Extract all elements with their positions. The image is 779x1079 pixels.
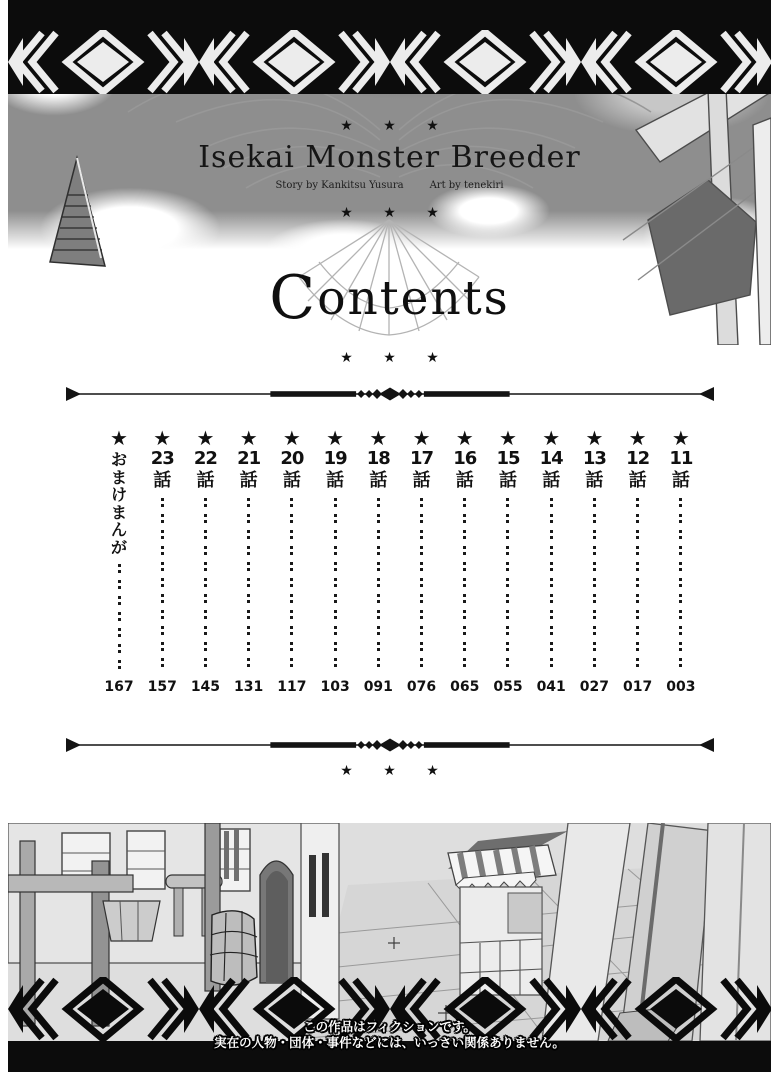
- fiction-disclaimer: [0, 1019, 779, 1050]
- chapter-number: 15: [496, 448, 520, 469]
- chapter-suffix: 話: [498, 469, 517, 491]
- chapter-suffix: 話: [585, 469, 604, 491]
- chapter-number: 19: [323, 448, 347, 469]
- chapter-suffix: 話: [282, 469, 301, 491]
- page-number: 017: [623, 679, 653, 695]
- dotted-leader: [247, 498, 250, 673]
- chapter-suffix: 話: [542, 469, 561, 491]
- page-number: 131: [234, 679, 264, 695]
- header-stars-bottom: ★ ★ ★: [340, 205, 439, 221]
- toc-entry-ch18: [359, 427, 397, 695]
- dotted-leader: [377, 498, 380, 673]
- star-icon: ★: [239, 426, 258, 450]
- chapter-suffix: 話: [153, 469, 172, 491]
- chapter-number: 14: [539, 448, 563, 469]
- star-icon: ★: [585, 426, 604, 450]
- chapter-number: 22: [193, 448, 217, 469]
- chapter-suffix: 話: [326, 469, 345, 491]
- chapter-number: 11: [669, 448, 693, 469]
- chapter-suffix: 話: [628, 469, 647, 491]
- chapter-number: 13: [582, 448, 606, 469]
- toc-entry-ch14: [532, 427, 570, 695]
- page-number: 167: [104, 679, 134, 695]
- table-of-contents: [100, 427, 700, 695]
- page-number: 003: [666, 679, 696, 695]
- toc-entry-ch13: [575, 427, 613, 695]
- dotted-leader: [161, 498, 164, 673]
- page-number: 055: [493, 679, 523, 695]
- page-number: 145: [190, 679, 221, 695]
- page-number: 157: [147, 679, 177, 695]
- contents-heading-rest: ontents: [317, 271, 510, 326]
- star-icon: ★: [542, 426, 561, 450]
- page-number: 091: [363, 679, 393, 695]
- dotted-leader: [290, 498, 293, 673]
- dotted-leader: [679, 498, 682, 673]
- star-icon: ★: [282, 426, 301, 450]
- chapter-number: 16: [453, 448, 477, 469]
- star-icon: ★: [153, 426, 172, 450]
- dotted-leader: [204, 498, 207, 673]
- star-icon: ★: [628, 426, 647, 450]
- dotted-leader: [463, 498, 466, 673]
- toc-entry-ch16: [446, 427, 484, 695]
- dotted-leader: [506, 498, 509, 673]
- star-icon: ★: [326, 426, 345, 450]
- toc-entry-ch12: [619, 427, 657, 695]
- series-title: Isekai Monster Breeder: [198, 140, 581, 175]
- chapter-number: 12: [626, 448, 650, 469]
- dotted-leader: [420, 498, 423, 673]
- entry-label: おまけまんが: [110, 450, 127, 557]
- art-credit: Art by tenekiri: [429, 180, 504, 191]
- dotted-leader: [334, 498, 337, 673]
- dotted-leader: [636, 498, 639, 673]
- star-icon: ★: [412, 426, 431, 450]
- ornamental-divider-top: [66, 386, 714, 402]
- ornamental-divider-bottom: [66, 737, 714, 753]
- contents-stars: ★ ★ ★: [340, 350, 439, 366]
- toc-entry-ch20: [273, 427, 311, 695]
- dotted-leader: [550, 498, 553, 673]
- disclaimer-line-1: この作品はフィクションです。: [303, 1019, 476, 1034]
- toc-entry-ch19: [316, 427, 354, 695]
- footer-stars: ★ ★ ★: [340, 763, 439, 779]
- toc-entry-ch17: [403, 427, 441, 695]
- disclaimer-line-2: 実在の人物・団体・事件などには、いっさい関係ありません。: [214, 1034, 565, 1050]
- toc-entry-omake: [100, 427, 138, 695]
- story-credit: Story by Kankitsu Yusura: [275, 180, 404, 191]
- chapter-suffix: 話: [239, 469, 258, 491]
- chapter-number: 23: [150, 448, 174, 469]
- top-black-bar: [8, 0, 771, 30]
- chapter-number: 21: [237, 448, 261, 469]
- toc-entry-ch22: [186, 427, 224, 695]
- chapter-number: 18: [366, 448, 390, 469]
- star-icon: ★: [455, 426, 474, 450]
- dotted-leader: [118, 564, 121, 673]
- page-number: 065: [450, 679, 480, 695]
- page-number: 076: [406, 679, 437, 695]
- star-icon: ★: [110, 426, 128, 450]
- star-icon: ★: [671, 426, 690, 450]
- dotted-leader: [593, 498, 596, 673]
- chapter-suffix: 話: [369, 469, 388, 491]
- star-icon: ★: [369, 426, 388, 450]
- toc-entry-ch11: [662, 427, 700, 695]
- chapter-suffix: 話: [455, 469, 474, 491]
- credit-line: [0, 180, 779, 191]
- contents-heading-initial: C: [269, 263, 318, 333]
- page-number: 041: [536, 679, 566, 695]
- page-number: 103: [320, 679, 350, 695]
- header-stars-top: ★ ★ ★: [340, 118, 439, 134]
- chapter-number: 20: [280, 448, 304, 469]
- chapter-suffix: 話: [196, 469, 215, 491]
- top-pattern-band: [8, 30, 771, 94]
- page-number: 027: [579, 679, 610, 695]
- page-number: 117: [277, 679, 307, 695]
- toc-entry-ch21: [230, 427, 268, 695]
- contents-heading: [0, 263, 779, 333]
- toc-entry-ch23: [143, 427, 181, 695]
- star-icon: ★: [499, 426, 517, 450]
- chapter-number: 17: [410, 448, 434, 469]
- chapter-suffix: 話: [412, 469, 431, 491]
- toc-entry-ch15: [489, 427, 527, 695]
- star-icon: ★: [196, 426, 215, 450]
- chapter-suffix: 話: [671, 469, 690, 491]
